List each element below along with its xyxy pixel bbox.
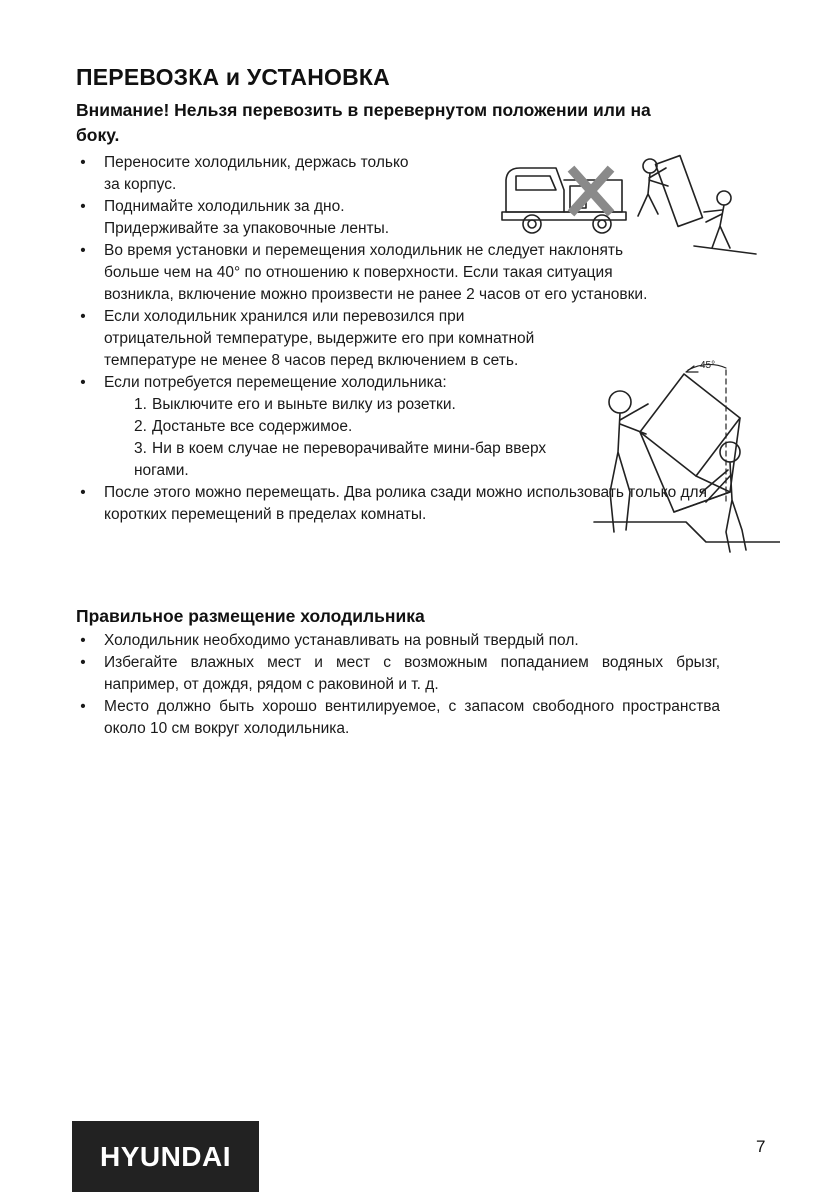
bullet: • xyxy=(80,308,86,325)
list-item-text: за корпус. xyxy=(104,176,177,193)
list-item xyxy=(76,696,720,740)
list-item-text: Если холодильник хранился или перевозился при отрицательной температуре, выдержите его при комнатной температуре не менее 8 часов перед включением в сеть. xyxy=(104,308,535,369)
list-item-text: Во время установки и перемещения холодильник не следует наклонять больше чем на 40° по отношению к поверхности. Если такая ситуация возникла, включение можно произвести не ранее 2 часов от его установки. xyxy=(104,242,648,303)
angle-label: 45° xyxy=(700,360,716,371)
step-item xyxy=(134,394,564,416)
step-text: Достаньте все содержимое. xyxy=(152,418,353,435)
step-item xyxy=(134,416,564,438)
brand-logo xyxy=(72,1121,259,1192)
placement-list xyxy=(76,630,720,740)
list-item xyxy=(76,652,720,696)
list-item xyxy=(76,152,476,196)
section-title: Правильное размещение холодильника xyxy=(76,606,425,626)
list-item xyxy=(76,240,648,306)
list-item xyxy=(76,306,556,372)
warning-subtitle: Внимание! Нельзя перевозить в перевернутом положении или на боку. xyxy=(76,100,651,145)
step-number: 3. xyxy=(134,440,147,457)
list-item-text: Холодильник необходимо устанавливать на ровный твердый пол. xyxy=(104,632,579,649)
cross-icon xyxy=(574,172,608,210)
step-number: 2. xyxy=(134,418,147,435)
step-item xyxy=(134,438,554,482)
bullet: • xyxy=(80,698,86,715)
tilting-fridge-illustration xyxy=(590,352,780,564)
list-item-text: Если потребуется перемещение холодильника: xyxy=(104,374,447,391)
step-text: Выключите его и выньте вилку из розетки. xyxy=(152,396,456,413)
bullet: • xyxy=(80,374,86,391)
step-number: 1. xyxy=(134,396,147,413)
truck-transport-illustration xyxy=(498,150,760,268)
brand-name: HYUNDAI xyxy=(99,1141,232,1172)
list-item-text: После этого можно перемещать. Два ролика сзади можно использовать только для коротких перемещений в пределах комнаты. xyxy=(104,484,707,523)
bullet: • xyxy=(80,654,86,671)
bullet: • xyxy=(80,198,86,215)
bullet: • xyxy=(80,242,86,259)
list-item xyxy=(76,630,720,652)
page-title: ПЕРЕВОЗКА и УСТАНОВКА xyxy=(76,64,390,90)
list-item-text: Место должно быть хорошо вентилируемое, с запасом свободного пространства около 10 см вокруг холодильника. xyxy=(104,698,720,737)
list-item xyxy=(76,372,584,482)
list-item-text: Избегайте влажных мест и мест с возможным попаданием водяных брызг, например, от дождя, рядом с раковиной и т. д. xyxy=(104,654,720,693)
bullet: • xyxy=(80,484,86,501)
page-number: 7 xyxy=(756,1137,766,1156)
list-item-text: Переносите холодильник, держась только xyxy=(104,154,409,171)
step-text: Ни в коем случае не переворачивайте мини-бар вверх ногами. xyxy=(134,440,547,479)
list-item xyxy=(76,196,476,240)
bullet: • xyxy=(80,154,86,171)
list-item-text: Поднимайте холодильник за дно. xyxy=(104,198,345,215)
steps-list xyxy=(104,394,584,482)
bullet: • xyxy=(80,632,86,649)
list-item-text: Придерживайте за упаковочные ленты. xyxy=(104,220,390,237)
